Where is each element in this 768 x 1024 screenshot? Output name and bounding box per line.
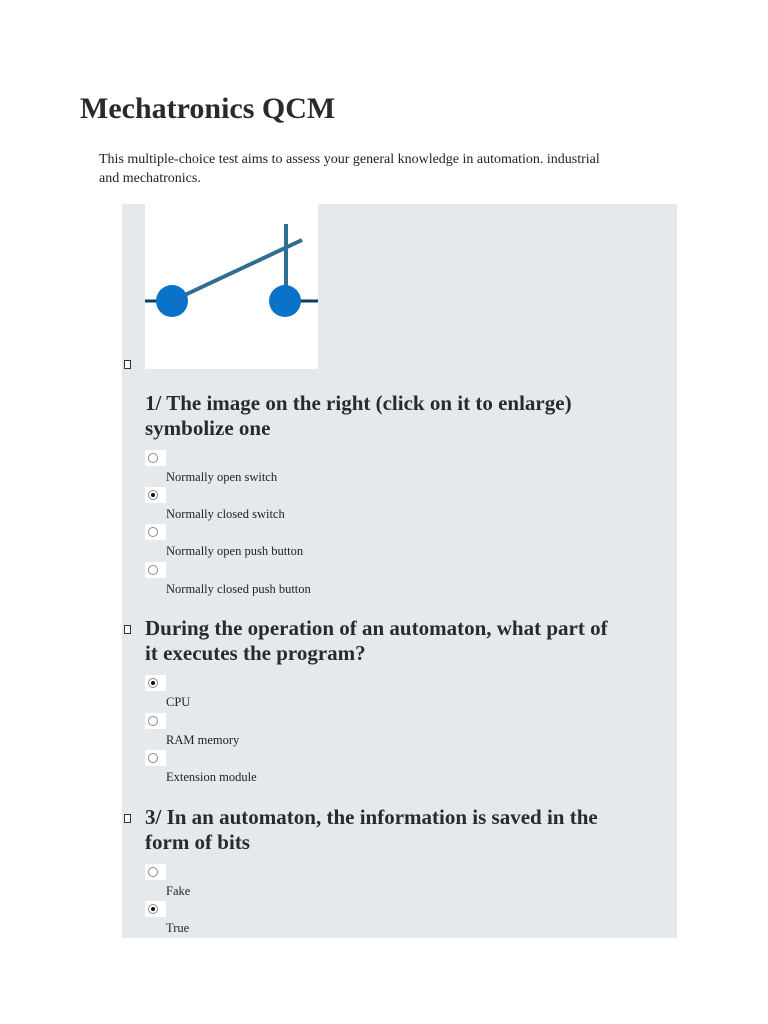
option-label: Normally open push button [166,544,304,558]
radio-q1-option-4[interactable] [145,562,166,578]
switch-diagram-image[interactable] [145,204,318,369]
page-title: Mechatronics QCM [80,92,336,125]
radio-q2-option-1[interactable] [145,675,166,691]
radio-circle [148,753,158,763]
radio-circle [148,678,158,688]
option-label: True [166,921,190,935]
broken-image-icon [124,360,131,369]
radio-q1-option-1[interactable] [145,450,166,466]
option-label: Extension module [166,770,257,784]
radio-circle [148,453,158,463]
broken-image-icon [124,625,131,634]
option-label: RAM memory [166,733,240,747]
radio-circle [148,867,158,877]
option-label: Fake [166,884,191,898]
radio-circle [148,490,158,500]
broken-image-icon [124,814,131,823]
option-label: CPU [166,695,191,709]
radio-q2-option-2[interactable] [145,713,166,729]
radio-circle [148,565,158,575]
right-contact-dot [269,285,301,317]
intro-text: This multiple-choice test aims to assess your general knowledge in automation. industrial and mechatronics. [99,152,600,186]
radio-circle [148,527,158,537]
radio-q1-option-3[interactable] [145,524,166,540]
radio-q3-option-2[interactable] [145,901,166,917]
option-label: Normally closed push button [166,582,311,596]
radio-circle [148,904,158,914]
radio-q1-option-2[interactable] [145,487,166,503]
option-label: Normally open switch [166,470,278,484]
radio-circle [148,716,158,726]
question-2: During the operation of an automaton, what part of it executes the program? [145,616,608,665]
radio-q2-option-3[interactable] [145,750,166,766]
radio-q3-option-1[interactable] [145,864,166,880]
normally-open-contact-symbol [145,204,318,369]
question-1: 1/ The image on the right (click on it to enlarge) symbolize one [145,391,572,440]
question-3: 3/ In an automaton, the information is saved in the form of bits [145,805,598,854]
option-label: Normally closed switch [166,507,285,521]
left-contact-dot [156,285,188,317]
